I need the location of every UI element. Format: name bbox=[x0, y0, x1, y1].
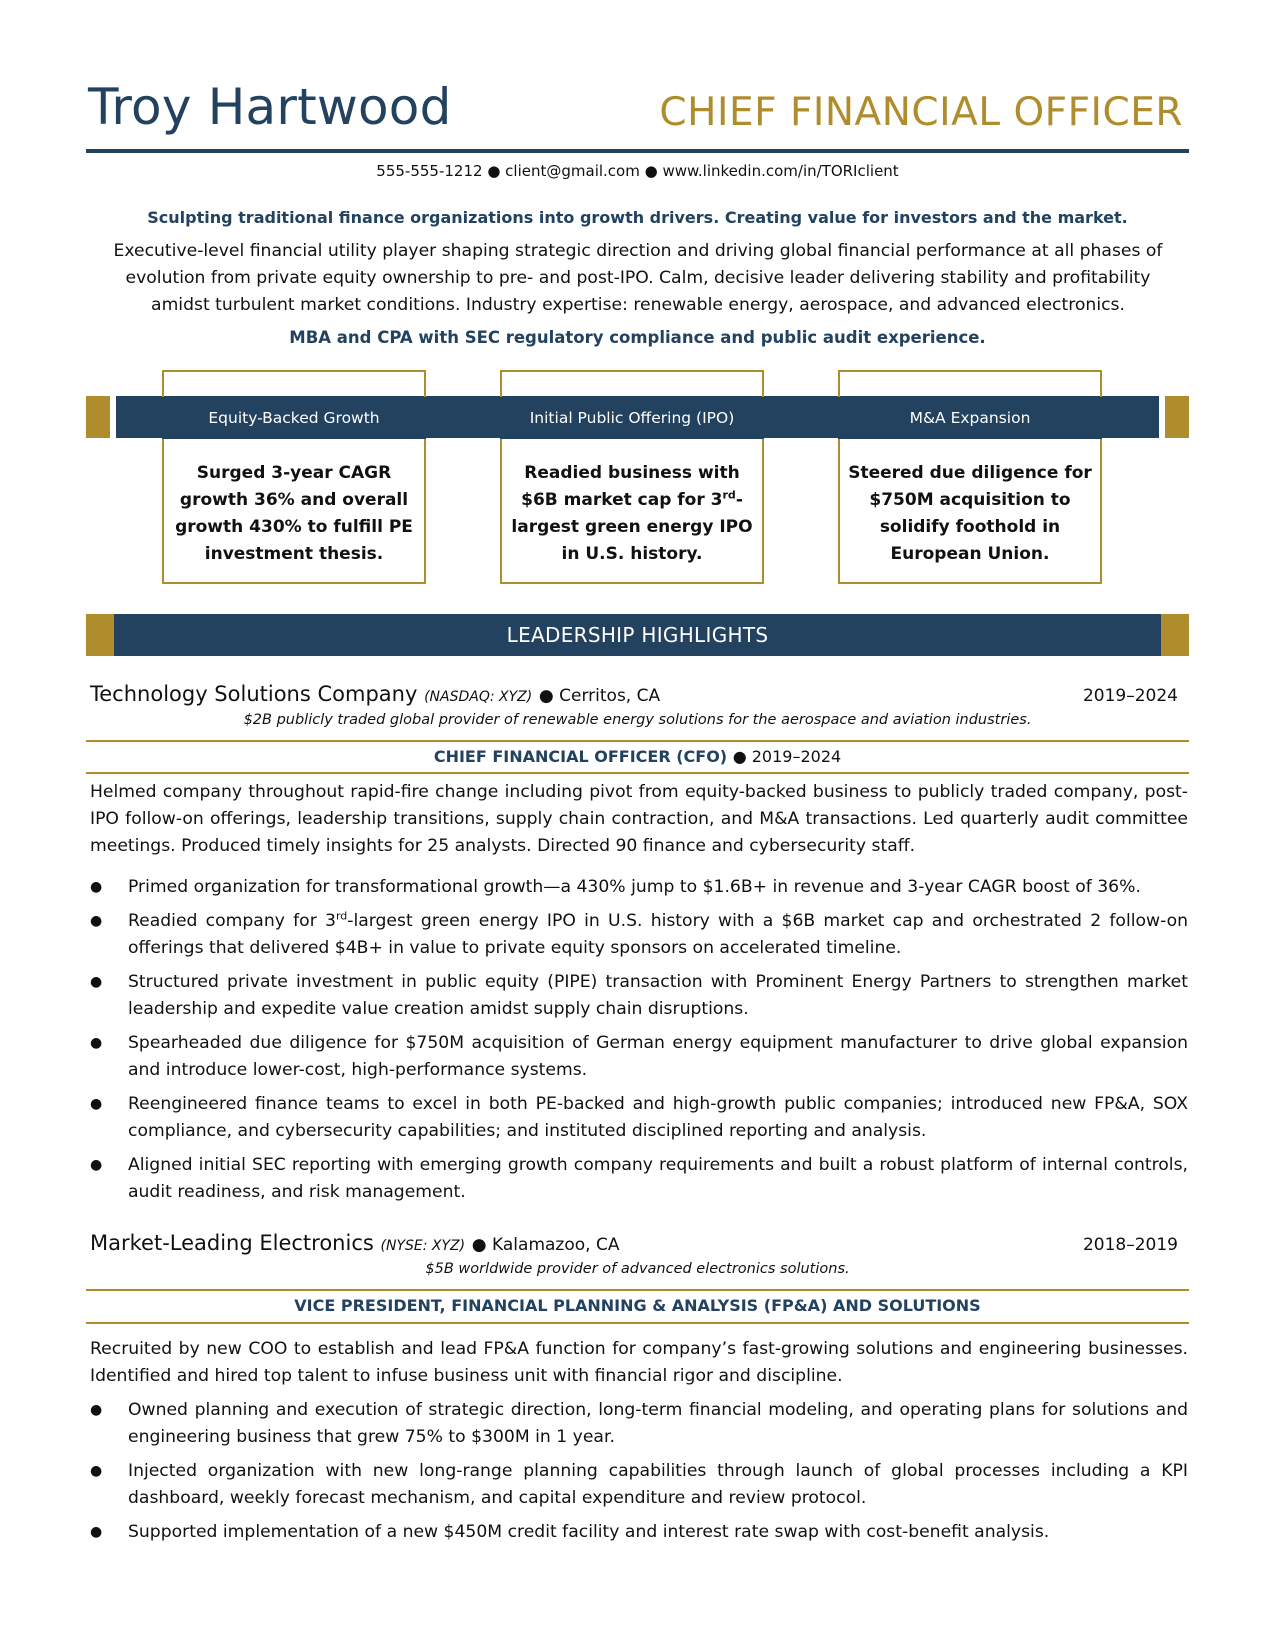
card-text: Surged 3-year CAGR growth 36% and overall growth 430% to fulfill PE investment thesis. bbox=[175, 463, 413, 564]
band-left-cap bbox=[86, 396, 110, 438]
summary-tagline: Sculpting traditional finance organizations into growth drivers. Creating value for investors and the market. bbox=[147, 208, 1128, 227]
company-location: ● Cerritos, CA bbox=[538, 686, 661, 706]
highlight-card-ipo bbox=[500, 370, 764, 584]
card-label: M&A Expansion bbox=[838, 397, 1102, 439]
highlight-card-ma bbox=[838, 370, 1102, 584]
company-heading bbox=[90, 1231, 619, 1255]
header-divider bbox=[86, 149, 1189, 153]
list-item: ● Readied company for 3rd-largest green energy IPO in U.S. history with a $6B market cap and orchestrated 2 follow-on offerings that delivered $4B+ in value to private equity sponsors on accelerated timeline. bbox=[90, 909, 1188, 958]
section-title: LEADERSHIP HIGHLIGHTS bbox=[506, 623, 769, 647]
card-label: Initial Public Offering (IPO) bbox=[500, 397, 764, 439]
credentials-line: MBA and CPA with SEC regulatory compliance and public audit experience. bbox=[289, 328, 986, 347]
company-heading bbox=[90, 682, 660, 706]
achievement-list bbox=[90, 1397, 1188, 1553]
company-description: $2B publicly traded global provider of renewable energy solutions for the aerospace and aviation industries. bbox=[243, 712, 1032, 728]
list-item: ● Primed organization for transformational growth—a 430% jump to $1.6B+ in revenue and 3-year CAGR boost of 36%. bbox=[90, 877, 1141, 897]
list-item: ● Spearheaded due diligence for $750M acquisition of German energy equipment manufacturer to drive global expansion and introduce lower-cost, high-performance systems. bbox=[90, 1033, 1188, 1080]
highlight-card-equity bbox=[162, 370, 426, 584]
card-text: Steered due diligence for $750M acquisition to solidify foothold in European Union. bbox=[848, 463, 1092, 564]
company-dates: 2019–2024 bbox=[1082, 686, 1178, 706]
list-item: ● Injected organization with new long-range planning capabilities through launch of global processes including a KPI dashboard, weekly forecast mechanism, and capital expenditure and review protocol. bbox=[90, 1461, 1188, 1508]
job-title: CHIEF FINANCIAL OFFICER bbox=[659, 90, 1183, 135]
company-dates: 2018–2019 bbox=[1082, 1235, 1178, 1255]
company-description: $5B worldwide provider of advanced electronics solutions. bbox=[425, 1261, 850, 1277]
role-rule-bottom bbox=[86, 772, 1189, 774]
role-summary: Helmed company throughout rapid-fire change including pivot from equity-backed business to publicly traded company, post-IPO follow-on offerings, leadership transitions, supply chain contraction, and M&A transactions. Led quarterly audit committee meetings. Produced timely insights for 25 analysts. Directed 90 finance and cybersecurity staff. bbox=[90, 782, 1188, 856]
candidate-name: Troy Hartwood bbox=[88, 78, 452, 136]
company-name: Technology Solutions Company bbox=[90, 682, 418, 706]
card-label: Equity-Backed Growth bbox=[162, 397, 426, 439]
role-rule-top bbox=[86, 740, 1189, 742]
list-item: ● Reengineered finance teams to excel in both PE-backed and high-growth public companies; introduced new FP&A, SOX compliance, and cybersecurity capabilities; and instituted disciplined reporting and analysis. bbox=[90, 1094, 1188, 1141]
company-location: ● Kalamazoo, CA bbox=[471, 1235, 620, 1255]
band-right-cap bbox=[1165, 396, 1189, 438]
contact-line: 555-555-1212 ● client@gmail.com ● www.linkedin.com/in/TORIclient bbox=[376, 162, 899, 180]
achievement-list bbox=[90, 874, 1188, 1213]
company-name: Market-Leading Electronics bbox=[90, 1231, 374, 1255]
role-rule-bottom bbox=[86, 1322, 1189, 1324]
summary-body: Executive-level financial utility player shaping strategic direction and driving global financial performance at all phases of evolution from private equity ownership to pre- and post-IPO. Calm, decisive leader delivering stability and profitability amidst turbulent market conditions. Industry expertise: renewable energy, aerospace, and advanced electronics. bbox=[113, 241, 1163, 315]
role-title: CHIEF FINANCIAL OFFICER (CFO) ● 2019–2024 bbox=[433, 747, 842, 766]
list-item: ● Structured private investment in public equity (PIPE) transaction with Prominent Energy Partners to strengthen market leadership and expedite value creation amidst supply chain disruptions. bbox=[90, 972, 1188, 1019]
role-rule-top bbox=[86, 1289, 1189, 1291]
list-item: ● Supported implementation of a new $450M credit facility and interest rate swap with cost-benefit analysis. bbox=[90, 1522, 1050, 1542]
list-item: ● Owned planning and execution of strategic direction, long-term financial modeling, and operating plans for solutions and engineering business that grew 75% to $300M in 1 year. bbox=[90, 1400, 1188, 1447]
role-title: VICE PRESIDENT, FINANCIAL PLANNING & ANALYSIS (FP&A) AND SOLUTIONS bbox=[294, 1296, 981, 1315]
card-text: Readied business with $6B market cap for 3rd-largest green energy IPO in U.S. history. bbox=[511, 463, 753, 564]
role-summary: Recruited by new COO to establish and lead FP&A function for company’s fast-growing solutions and engineering businesses. Identified and hired top talent to infuse business unit with financial rigor and discipline. bbox=[90, 1339, 1188, 1386]
company-ticker: (NASDAQ: XYZ) bbox=[424, 689, 533, 705]
list-item: ● Aligned initial SEC reporting with emerging growth company requirements and built a robust platform of internal controls, audit readiness, and risk management. bbox=[90, 1155, 1188, 1202]
company-ticker: (NYSE: XYZ) bbox=[380, 1238, 466, 1254]
